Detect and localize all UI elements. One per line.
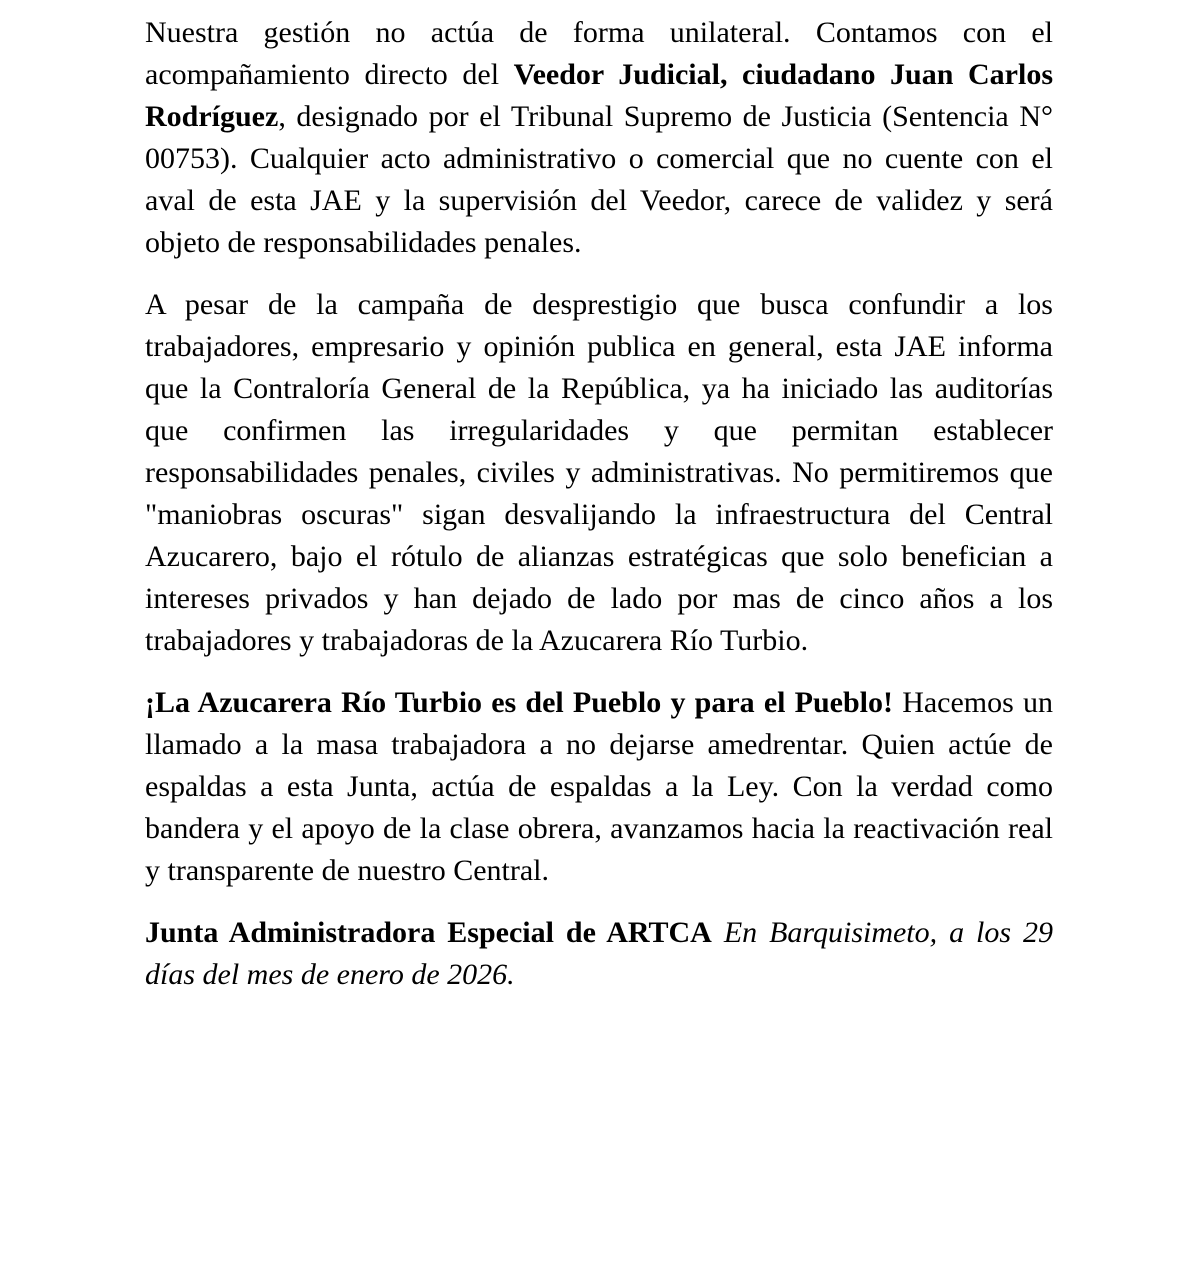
text-run — [712, 916, 724, 949]
text-run: Junta Administradora Especial de ARTCA — [145, 916, 712, 949]
text-run: Veedor Judicial, ciudadano Juan Carlos Rodríguez — [145, 58, 1054, 133]
text-run: ¡La Azucarera Río Turbio es del Pueblo y para el Pueblo! — [145, 686, 893, 719]
text-run: Nuestra gestión no actúa de forma unilateral. Contamos con el acompañamiento directo del — [145, 16, 1053, 91]
paragraph — [145, 682, 1053, 892]
paragraph — [145, 12, 1053, 264]
text-run: , designado por el Tribunal Supremo de Justicia (Sentencia N° 00753). Cualquier acto administrativo o comercial que no cuente con el aval de esta JAE y la supervisión del Veedor, carece de validez y será objeto de responsabilidades penales. — [145, 100, 1053, 259]
text-run: A pesar de la campaña de desprestigio que busca confundir a los trabajadores, empresario y opinión publica en general, esta JAE informa que la Contraloría General de la República, ya ha iniciado las auditorías que confirmen las irregularidades y que permitan establecer responsabilidades penales, civiles y administrativas. No permitiremos que "maniobras oscuras" sigan desvalijando la infraestructura del Central Azucarero, bajo el rótulo de alianzas estratégicas que solo benefician a intereses privados y han dejado de lado por mas de cinco años a los trabajadores y trabajadoras de la Azucarera Río Turbio. — [145, 288, 1053, 657]
paragraph — [145, 284, 1053, 662]
text-run: En Barquisimeto, a los 29 días del mes de enero de 2026. — [145, 916, 1054, 991]
paragraph — [145, 912, 1053, 996]
document-body — [145, 12, 1053, 996]
text-run: Hacemos un llamado a la masa trabajadora a no dejarse amedrentar. Quien actúe de espaldas a esta Junta, actúa de espaldas a la Ley. Con la verdad como bandera y el apoyo de la clase obrera, avanzamos hacia la reactivación real y transparente de nuestro Central. — [145, 686, 1053, 887]
